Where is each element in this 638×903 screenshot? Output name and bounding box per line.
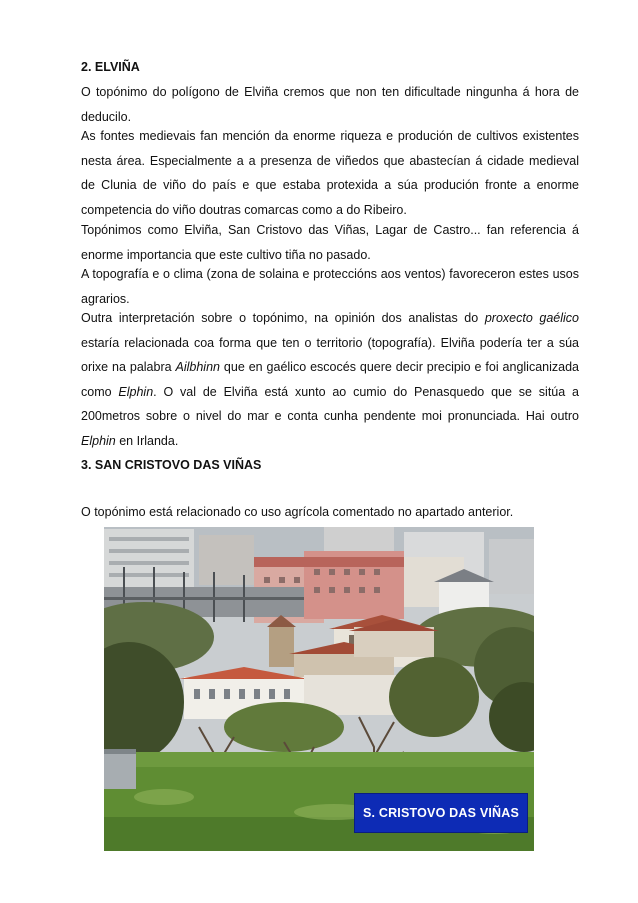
paragraph-topography: A topografía e o clima (zona de solaina e proteccións aos ventos) favoreceron estes usos agrarios. [81, 267, 579, 306]
photo-caption: S. CRISTOVO DAS VIÑAS [354, 793, 528, 833]
italic-elphin-2: Elphin [81, 433, 116, 448]
paragraph-medieval-sources: As fontes medievais fan mención da enorme riqueza e produción de cultivos existentes nesta área. Especialmente a a presenza de viñedos que abastecían á cidade medieval de Clunia de viño do país e que estaba protexida a súa produción fronte a enorme competencia do viño doutras comarcas como a do Ribeiro. [81, 129, 579, 217]
paragraph-toponyms: Topónimos como Elviña, San Cristovo das Viñas, Lagar de Castro... fan referencia á enorme importancia que este cultivo tiña no pasado. [81, 223, 579, 262]
italic-elphin: Elphin [118, 384, 154, 399]
section-heading-san-cristovo: 3. SAN CRISTOVO DAS VIÑAS [81, 458, 262, 472]
section-heading-elvina: 2. ELVIÑA [81, 60, 140, 74]
paragraph-gaelic-interpretation: Outra interpretación sobre o topónimo, na opinión dos analistas do proxecto gaélico estaría relacionada coa forma que ten o territorio (topografía). Elviña podería ter a súa orixe na palabra Ailbhinn que en gaélico escocés quere decir precipio e foi anglicanizada como Elphin. O val de Elviña está xunto ao cumio do Penasquedo que se sitúa a 200metros sobre o nivel do mar e conta cunha pendente moi pronunciada. Hai outro Elphin en Irlanda. [81, 311, 579, 448]
photo-san-cristovo-das-vinas [104, 527, 534, 851]
paragraph-agricultural-use: O topónimo está relacionado co uso agrícola comentado no apartado anterior. [81, 505, 514, 519]
italic-ailbhinn: Ailbhinn [175, 360, 220, 375]
paragraph-intro: O topónimo do polígono de Elviña cremos que non ten dificultade ningunha á hora de deducilo. [81, 85, 579, 124]
italic-proxecto-gaelico: proxecto gaélico [484, 311, 579, 325]
